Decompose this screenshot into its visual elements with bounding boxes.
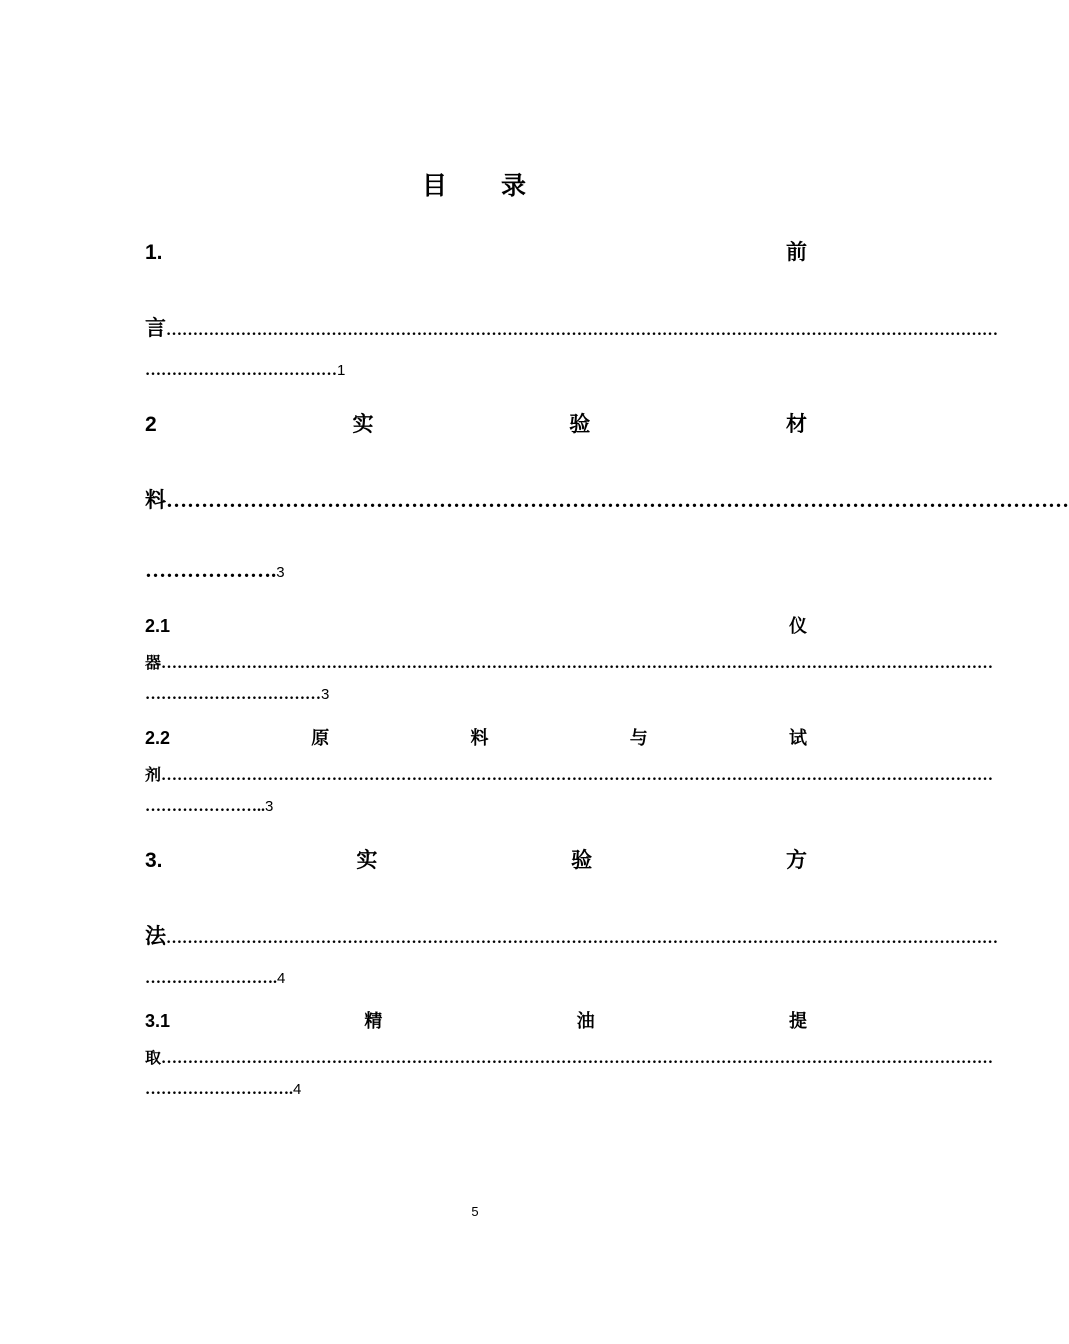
toc-entry-lead-char: 法 xyxy=(145,924,166,948)
page-number: 5 xyxy=(471,1204,479,1219)
toc-title-char-1: 目 xyxy=(421,173,449,200)
toc-entry-word: 实 xyxy=(352,412,374,436)
toc-entry-page: 3 xyxy=(276,564,285,581)
toc-entry-3-1-tail xyxy=(145,1081,301,1099)
toc-entry-word: 油 xyxy=(576,1011,595,1031)
toc-entry-tail-dots: ……………………. xyxy=(145,970,277,987)
toc-entry-2-2-tail xyxy=(145,798,273,816)
toc-entry-2-2-heading[interactable] xyxy=(145,724,807,750)
toc-entry-lead-char: 取 xyxy=(145,1050,162,1067)
toc-entry-3-tail xyxy=(145,970,285,988)
toc-entry-2-2-leader: 剂………………………………………………………………………………………………………………………………………… xyxy=(145,767,994,784)
toc-entry-number: 1. xyxy=(145,241,163,264)
toc-entry-tail-dots: ………………….. xyxy=(145,798,265,815)
toc-entry-word: 验 xyxy=(571,848,593,872)
toc-entry-page: 3 xyxy=(321,686,330,703)
toc-entry-1-tail xyxy=(145,362,345,380)
toc-entry-tail-dots: ……………………………… xyxy=(145,362,337,379)
toc-entry-page: 4 xyxy=(277,970,286,987)
toc-title-char-2: 录 xyxy=(501,173,529,200)
toc-entry-2-1-heading[interactable] xyxy=(145,612,807,638)
toc-entry-1-heading[interactable] xyxy=(145,236,807,266)
toc-entry-lead-char: 言 xyxy=(145,316,166,340)
toc-entry-2-heading[interactable] xyxy=(145,408,807,438)
toc-entry-number: 2 xyxy=(145,413,157,436)
toc-entry-word: 试 xyxy=(788,728,807,748)
toc-entry-word: 仪 xyxy=(789,616,807,636)
toc-entry-3-1-leader: 取………………………………………………………………………………………………………………………………………… xyxy=(145,1050,994,1067)
toc-entry-word: 精 xyxy=(364,1011,383,1031)
toc-title xyxy=(0,166,950,202)
toc-entry-number: 3. xyxy=(145,849,163,872)
toc-entry-word: 料 xyxy=(470,728,489,748)
toc-entry-3-leader: 法………………………………………………………………………………………………………………………………………… xyxy=(145,924,998,948)
toc-entry-word: 原 xyxy=(311,728,330,748)
toc-entry-3-heading[interactable] xyxy=(145,844,807,874)
toc-entry-number: 2.1 xyxy=(145,616,171,636)
toc-entry-tail-dots: ………………. xyxy=(145,558,277,582)
toc-entry-2-1-leader: 器………………………………………………………………………………………………………………………………………… xyxy=(145,655,994,672)
toc-entry-lead-char: 器 xyxy=(145,655,162,672)
toc-entry-2-1-tail xyxy=(145,686,329,704)
toc-entry-word: 材 xyxy=(785,412,807,436)
toc-entry-1-leader: 言………………………………………………………………………………………………………………………………………… xyxy=(145,316,998,340)
toc-entry-word: 方 xyxy=(786,848,807,872)
toc-entry-tail-dots: ………………………. xyxy=(145,1081,293,1098)
toc-entry-2-tail xyxy=(145,558,285,583)
toc-entry-3-1-heading[interactable] xyxy=(145,1007,807,1033)
toc-entry-word: 提 xyxy=(788,1011,807,1031)
toc-entry-lead-char: 料 xyxy=(145,488,166,512)
toc-entry-word: 验 xyxy=(569,412,591,436)
toc-entry-word: 实 xyxy=(356,848,378,872)
toc-entry-word: 与 xyxy=(629,728,648,748)
toc-entry-number: 3.1 xyxy=(145,1011,171,1031)
toc-entry-word: 前 xyxy=(786,240,807,264)
toc-entry-2-leader: 料………………………………………………………………………………………………………………… xyxy=(145,488,1069,512)
toc-entry-tail-dots: …………………………… xyxy=(145,686,321,703)
toc-entry-page: 3 xyxy=(265,798,274,815)
toc-entry-number: 2.2 xyxy=(145,728,171,748)
toc-entry-page: 4 xyxy=(293,1081,302,1098)
toc-entry-page: 1 xyxy=(337,362,346,379)
toc-entry-lead-char: 剂 xyxy=(145,767,162,784)
